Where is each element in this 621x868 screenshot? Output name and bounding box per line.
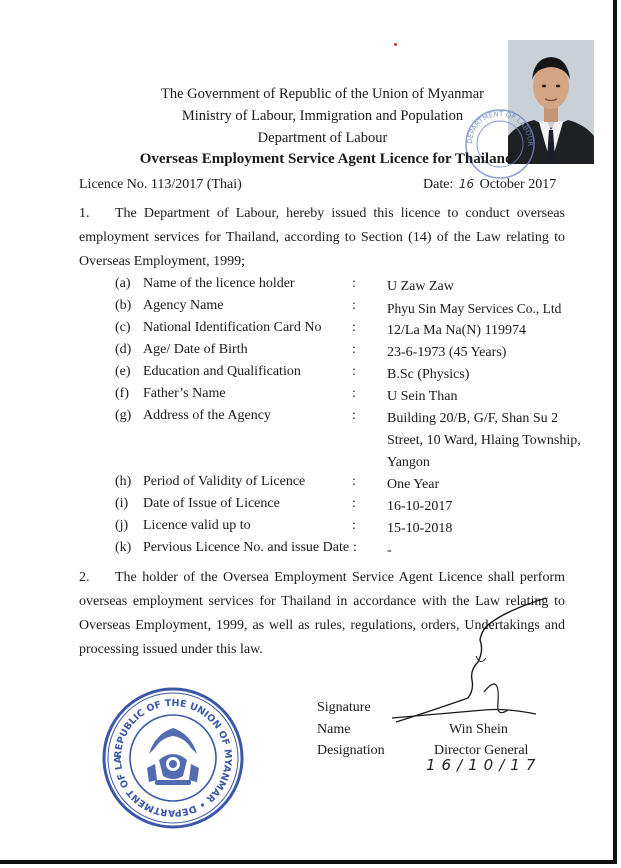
item-label: Period of Validity of Licence [143,474,306,489]
paragraph-1 [79,202,565,274]
item-label: Father’s Name [143,386,226,401]
item-row-d [0,342,621,364]
item-row-k [0,540,621,562]
item-letter: (b) [115,298,132,313]
date-day: 16 [458,177,475,191]
item-value: Phyu Sin May Services Co., Ltd [387,301,562,316]
item-label: Agency Name [143,298,224,313]
item-colon: : [352,386,356,401]
item-row-a [0,276,621,298]
item-value: 16-10-2017 [387,499,453,514]
item-colon: : [352,342,356,357]
item-value: 15-10-2018 [387,521,453,536]
item-label: Age/ Date of Birth [143,342,248,357]
item-letter: (g) [115,408,132,423]
header-licence-title: Overseas Employment Service Agent Licence for Thailand [139,151,514,167]
official-seal [99,684,247,832]
header-department: Department of Labour [257,130,388,146]
item-label: Licence valid up to [143,518,251,533]
item-label: Pervious Licence No. and issue Date [143,540,350,555]
item-row-g [0,408,621,474]
licence-number: Licence No. 113/2017 (Thai) [79,177,242,192]
item-value: 23-6-1973 (45 Years) [387,345,507,360]
svg-text:DEPARTMENT OF LABOUR: DEPARTMENT OF LABOUR [465,109,535,147]
paragraph-1-number: 1. [79,206,90,221]
ink-dot [394,43,397,46]
item-colon: : [352,276,356,291]
item-letter: (e) [115,364,131,379]
item-colon: : [353,540,357,555]
handwritten-signature [388,592,588,728]
item-label: Education and Qualification [143,364,301,379]
paragraph-2-text: The holder of the Oversea Employment Service Agent Licence shall perform overseas employment services for Thailand in accordance with the Law relating to Overseas Employment, 1999, as well as rules, regulations, orders, Undertakings and processing issued under this law. [79,570,565,657]
signature-label: Signature [317,700,371,715]
signatory-name: Win Shein [449,722,508,737]
handwritten-date: 16/10/17 [426,756,542,774]
item-colon: : [352,496,356,511]
item-value: B.Sc (Physics) [387,367,470,382]
item-letter: (d) [115,342,132,357]
date-month-year: October 2017 [479,177,557,192]
item-colon: : [352,364,356,379]
item-colon: : [352,298,356,313]
designation-label: Designation [317,743,385,758]
item-row-b [0,298,621,320]
signatory-designation: Director General [434,743,529,758]
paragraph-2-number: 2. [79,570,90,585]
item-label: Date of Issue of Licence [143,496,280,511]
item-letter: (k) [115,540,132,555]
item-label: National Identification Card No [143,320,322,335]
item-row-h [0,474,621,496]
item-row-c [0,320,621,342]
paragraph-1-text: The Department of Labour, hereby issued this licence to conduct overseas employment services for Thailand, according to Section (14) of the Law relating to Overseas Employment, 1999; [79,206,565,269]
item-row-j [0,518,621,540]
item-value: 12/La Ma Na(N) 119974 [387,323,527,338]
item-letter: (c) [115,320,131,335]
item-letter: (a) [115,276,131,291]
item-letter: (i) [115,496,129,511]
item-value-address: Building 20/B, G/F, Shan Su 2 Street, 10 Ward, Hlaing Township, Yangon [387,411,581,470]
header-government: The Government of Republic of the Union of Myanmar [161,86,484,102]
item-letter: (j) [115,518,129,533]
item-value: U Zaw Zaw [387,279,454,294]
licence-date [423,177,556,193]
name-label: Name [317,722,351,737]
item-row-e [0,364,621,386]
item-label: Address of the Agency [143,408,271,423]
item-colon: : [352,474,356,489]
item-row-i [0,496,621,518]
date-label: Date: [423,177,454,192]
item-letter: (h) [115,474,132,489]
item-letter: (f) [115,386,129,401]
item-row-f [0,386,621,408]
item-value: - [387,543,392,558]
item-value: One Year [387,477,440,492]
item-label: Name of the licence holder [143,276,295,291]
item-value: U Sein Than [387,389,458,404]
item-colon: : [352,320,356,335]
svg-text:REPUBLIC OF THE UNION OF MYANM: REPUBLIC OF THE UNION OF MYANMAR • DEPARTMENT OF LA [112,697,234,819]
header-ministry: Ministry of Labour, Immigration and Population [181,108,464,124]
item-colon: : [352,408,356,423]
item-colon: : [352,518,356,533]
